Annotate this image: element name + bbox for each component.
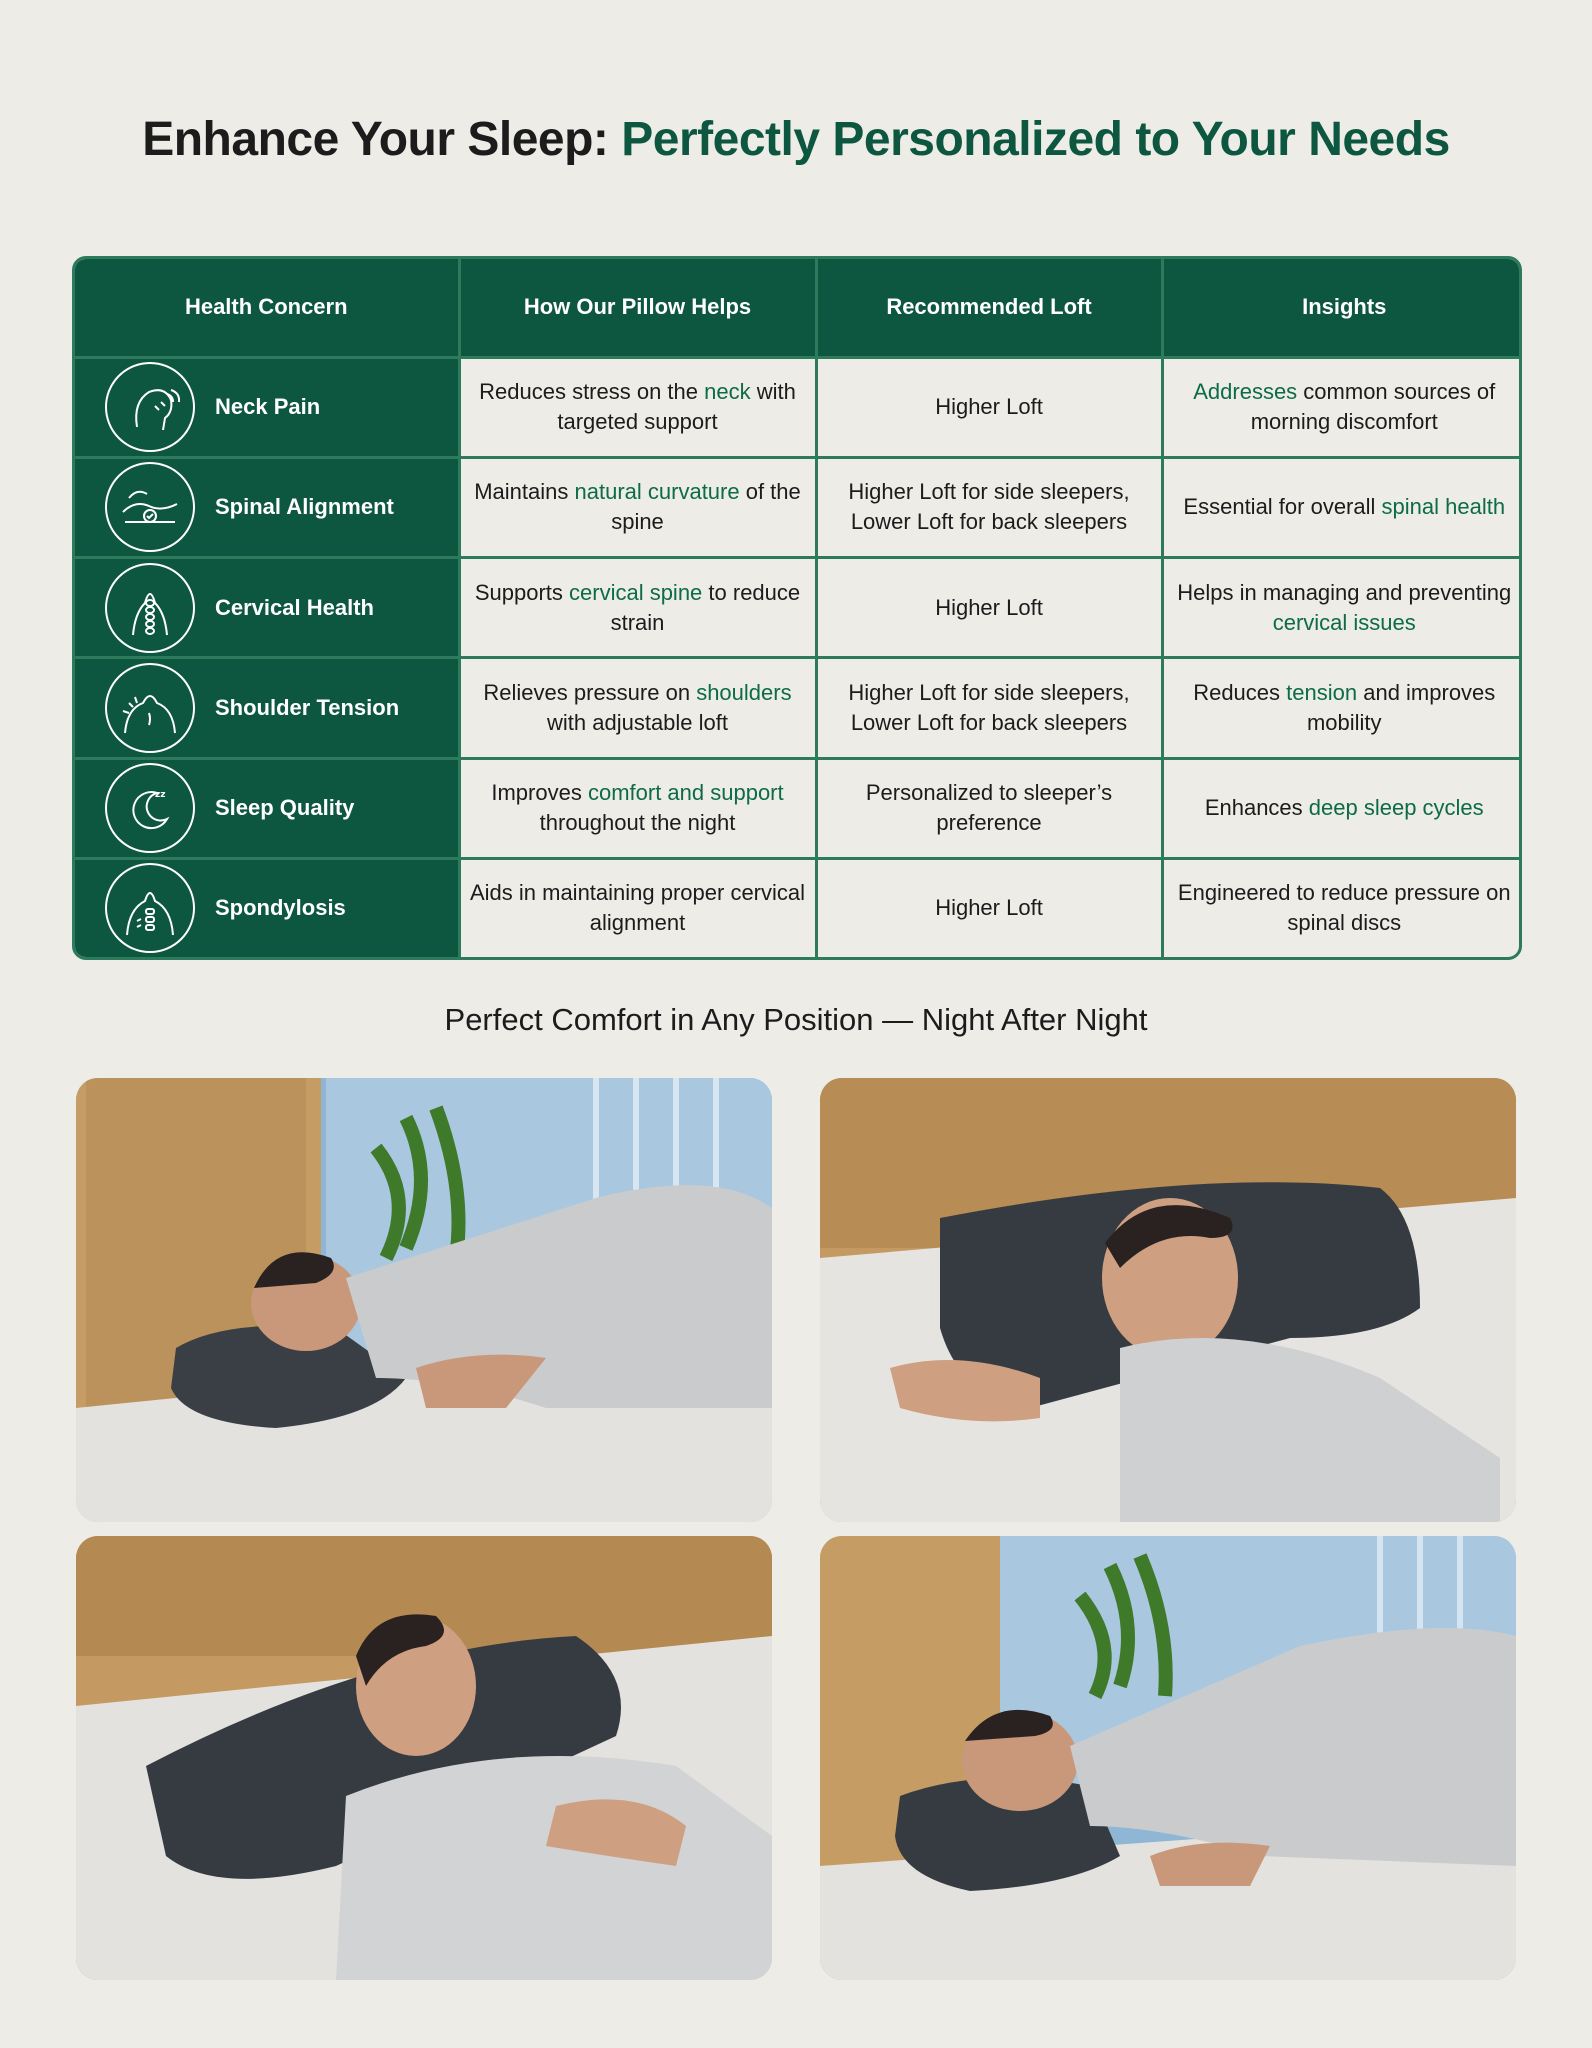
highlight-text: cervical spine [569,579,703,605]
photo-side-sleeper-left [76,1078,772,1522]
page-title [0,112,1592,167]
highlight-text: deep sleep cycles [1308,795,1484,821]
concern-label: Spinal Alignment [215,494,394,520]
neck-pain-icon [105,362,195,452]
concern-cell [75,858,459,957]
insights-cell [1162,558,1522,658]
cell-text: Reduces [1193,679,1287,705]
highlight-text: neck [704,379,751,405]
column-header-health-concern: Health Concern [75,259,459,357]
recommended-loft-cell: Higher Loft [816,558,1162,658]
title-accent: Perfectly Personalized to Your Needs [621,113,1450,166]
highlight-text: comfort and support [587,780,784,806]
recommended-loft-cell: Higher Loft for side sleepers, Lower Loft for back sleepers [816,457,1162,557]
cell-text: and improves mobility [1306,679,1496,735]
column-header-recommended-loft: Recommended Loft [816,259,1162,357]
highlight-text: spinal health [1381,494,1506,520]
table-row-neck-pain [75,357,1522,457]
shoulder-tension-icon [105,663,195,753]
table-row-sleep-quality [75,758,1522,858]
cell-text: Improves [491,780,588,806]
cell-text: with targeted support [557,379,796,435]
concern-label: Cervical Health [215,594,374,620]
cell-text: to reduce strain [610,579,801,635]
section-subtitle: Perfect Comfort in Any Position — Night After Night [444,1002,1148,1037]
concern-cell [75,457,459,557]
photo-side-sleeper-low-loft [820,1536,1516,1980]
how-helps-cell [459,658,816,758]
comparison-table [72,256,1522,960]
title-prefix: Enhance Your Sleep: [142,113,609,166]
concern-label: Neck Pain [215,394,321,420]
how-helps-cell [459,558,816,658]
recommended-loft-cell: Higher Loft for side sleepers, Lower Loft for back sleepers [816,658,1162,758]
cervical-health-icon [105,563,195,653]
cell-text: with adjustable loft [547,709,728,735]
insights-cell [1162,357,1522,457]
how-helps-cell [459,357,816,457]
cell-text: Maintains [474,479,575,505]
how-helps-cell [459,457,816,557]
how-helps-cell [459,758,816,858]
cell-text: Supports [474,579,570,605]
insights-cell [1162,858,1522,957]
recommended-loft-cell: Higher Loft [816,858,1162,957]
cell-text: common sources of morning discomfort [1250,379,1496,435]
highlight-text: tension [1286,679,1358,705]
column-header-insights: Insights [1162,259,1522,357]
highlight-text: natural curvature [574,479,740,505]
concern-label: Sleep Quality [215,795,355,821]
table-row-spinal-alignment [75,457,1522,557]
concern-label: Shoulder Tension [215,694,400,720]
cell-text: Reduces stress on the [479,379,705,405]
concern-label: Spondylosis [215,895,346,921]
highlight-text: shoulders [696,679,792,705]
cell-text: Enhances [1204,795,1309,821]
concern-cell [75,357,459,457]
svg-text:zz: zz [155,790,166,801]
cell-text: throughout the night [539,810,736,836]
recommended-loft-cell: Higher Loft [816,357,1162,457]
cell-text: Aids in maintaining proper cervical alignment [469,880,806,936]
photo-side-sleeper-facing [820,1078,1516,1522]
insights-cell [1162,658,1522,758]
cell-text: Engineered to reduce pressure on spinal discs [1177,880,1511,936]
table-row-cervical-health [75,558,1522,658]
cell-text: Helps in managing and preventing [1177,579,1512,605]
photo-back-sleeper [76,1536,772,1980]
table-row-spondylosis [75,858,1522,957]
sleep-quality-icon [105,763,195,853]
column-header-how-helps: How Our Pillow Helps [459,259,816,357]
insights-cell [1162,457,1522,557]
cell-text: of the spine [611,479,801,535]
how-helps-cell [459,858,816,957]
spondylosis-icon [105,863,195,953]
table-header-row [75,259,1522,357]
cell-text: Essential for overall [1183,494,1382,520]
concern-cell [75,758,459,858]
concern-cell [75,658,459,758]
concern-cell [75,558,459,658]
highlight-text: Addresses [1193,379,1298,405]
recommended-loft-cell: Personalized to sleeper’s preference [816,758,1162,858]
insights-cell [1162,758,1522,858]
cell-text: Relieves pressure on [483,679,697,705]
highlight-text: cervical issues [1272,609,1416,635]
table-row-shoulder-tension [75,658,1522,758]
spinal-alignment-icon [105,462,195,552]
